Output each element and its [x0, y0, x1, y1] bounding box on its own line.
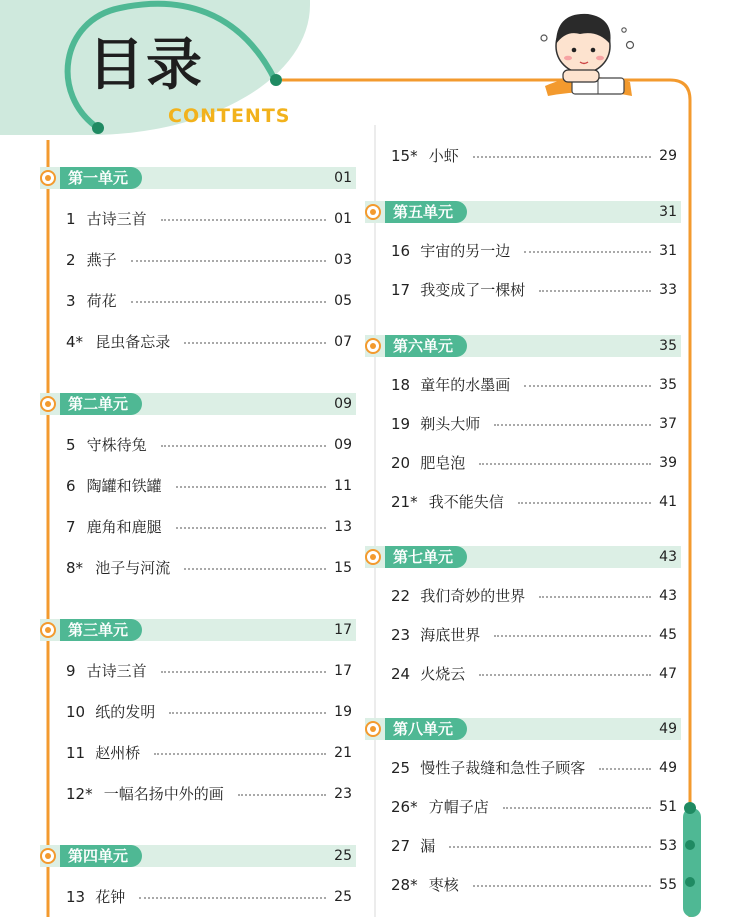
lesson-entry[interactable] — [40, 516, 356, 538]
lesson-title: 守株待兔 — [86, 436, 147, 454]
unit-name: 第六单元 — [385, 335, 467, 357]
bullet-icon — [40, 396, 56, 412]
unit-page-number: 01 — [334, 170, 352, 186]
unit-name: 第三单元 — [60, 619, 142, 641]
leader-dots — [524, 385, 651, 387]
lesson-title: 纸的发明 — [95, 703, 156, 721]
lesson-page-number: 33 — [659, 282, 677, 298]
lesson-title: 方帽子店 — [428, 798, 489, 816]
lesson-page-number: 31 — [659, 243, 677, 259]
bullet-icon — [40, 622, 56, 638]
page-subtitle: CONTENTS — [168, 105, 291, 127]
unit-name: 第七单元 — [385, 546, 467, 568]
leader-dots — [539, 596, 651, 598]
boy-mascot-icon — [541, 14, 634, 96]
lesson-number: 20 — [391, 454, 411, 472]
lesson-number: 25 — [391, 759, 411, 777]
lesson-entry[interactable] — [40, 701, 356, 723]
lesson-entry[interactable] — [40, 783, 356, 805]
lesson-entry[interactable] — [365, 279, 681, 301]
unit-page-number: 09 — [334, 396, 352, 412]
unit-name: 第四单元 — [60, 845, 142, 867]
leader-dots — [161, 445, 326, 447]
leader-dots — [503, 807, 651, 809]
unit-name: 第一单元 — [60, 167, 142, 189]
lesson-number: 23 — [391, 626, 411, 644]
lesson-number: 4* — [66, 333, 84, 351]
lesson-number: 17 — [391, 281, 411, 299]
lesson-title: 陶罐和铁罐 — [86, 477, 162, 495]
lesson-entry[interactable] — [365, 585, 681, 607]
lesson-number: 16 — [391, 242, 411, 260]
unit-header[interactable] — [40, 393, 356, 415]
lesson-number: 18 — [391, 376, 411, 394]
unit-header[interactable] — [40, 167, 356, 189]
lesson-page-number: 15 — [334, 560, 352, 576]
lesson-entry[interactable] — [40, 208, 356, 230]
lesson-number: 7 — [66, 518, 76, 536]
unit-name: 第五单元 — [385, 201, 467, 223]
lesson-number: 8* — [66, 559, 84, 577]
lesson-entry[interactable] — [365, 240, 681, 262]
bullet-icon — [40, 848, 56, 864]
lesson-entry[interactable] — [365, 374, 681, 396]
lesson-entry[interactable] — [365, 491, 681, 513]
lesson-page-number: 05 — [334, 293, 352, 309]
lesson-title: 小虾 — [428, 147, 459, 165]
lesson-title: 古诗三首 — [86, 210, 147, 228]
lesson-number: 22 — [391, 587, 411, 605]
lesson-title: 我变成了一棵树 — [420, 281, 526, 299]
lesson-page-number: 13 — [334, 519, 352, 535]
leader-dots — [539, 290, 651, 292]
lesson-page-number: 21 — [334, 745, 352, 761]
lesson-number: 27 — [391, 837, 411, 855]
lesson-title: 宇宙的另一边 — [420, 242, 511, 260]
lesson-title: 燕子 — [86, 251, 117, 269]
unit-header[interactable] — [365, 335, 681, 357]
lesson-number: 24 — [391, 665, 411, 683]
unit-page-number: 31 — [659, 204, 677, 220]
lesson-number: 26* — [391, 798, 418, 816]
bullet-icon — [365, 721, 381, 737]
leader-dots — [524, 251, 651, 253]
lesson-entry[interactable] — [365, 835, 681, 857]
lesson-entry[interactable] — [40, 331, 356, 353]
leader-dots — [238, 794, 326, 796]
lesson-number: 3 — [66, 292, 76, 310]
lesson-page-number: 41 — [659, 494, 677, 510]
lesson-number: 28* — [391, 876, 418, 894]
lesson-number: 9 — [66, 662, 76, 680]
leader-dots — [176, 527, 326, 529]
lesson-title: 昆虫备忘录 — [95, 333, 171, 351]
lesson-title: 池子与河流 — [95, 559, 171, 577]
lesson-number: 2 — [66, 251, 76, 269]
leader-dots — [184, 568, 326, 570]
lesson-number: 6 — [66, 477, 76, 495]
leader-dots — [479, 463, 651, 465]
bullet-icon — [365, 338, 381, 354]
lesson-number: 19 — [391, 415, 411, 433]
lesson-entry[interactable] — [365, 874, 681, 896]
lesson-title: 鹿角和鹿腿 — [86, 518, 162, 536]
lesson-page-number: 55 — [659, 877, 677, 893]
leader-dots — [494, 635, 651, 637]
lesson-page-number: 37 — [659, 416, 677, 432]
lesson-entry[interactable] — [365, 663, 681, 685]
lesson-number: 13 — [66, 888, 86, 906]
unit-header[interactable] — [365, 718, 681, 740]
lesson-entry[interactable] — [40, 886, 356, 908]
lesson-number: 12* — [66, 785, 93, 803]
lesson-title: 海底世界 — [420, 626, 481, 644]
lesson-title: 漏 — [420, 837, 436, 855]
lesson-title: 童年的水墨画 — [420, 376, 511, 394]
lesson-entry[interactable] — [40, 290, 356, 312]
leader-dots — [139, 897, 326, 899]
lesson-page-number: 45 — [659, 627, 677, 643]
lesson-entry[interactable] — [40, 434, 356, 456]
lesson-title: 一幅名扬中外的画 — [103, 785, 224, 803]
lesson-page-number: 17 — [334, 663, 352, 679]
lesson-entry[interactable] — [40, 557, 356, 579]
lesson-entry[interactable] — [365, 624, 681, 646]
lesson-page-number: 11 — [334, 478, 352, 494]
unit-page-number: 35 — [659, 338, 677, 354]
lesson-entry[interactable] — [365, 145, 681, 167]
leader-dots — [473, 156, 651, 158]
lesson-title: 我不能失信 — [428, 493, 504, 511]
unit-header[interactable] — [365, 546, 681, 568]
unit-name: 第二单元 — [60, 393, 142, 415]
leader-dots — [184, 342, 326, 344]
lesson-title: 花钟 — [95, 888, 126, 906]
unit-header[interactable] — [40, 845, 356, 867]
lesson-title: 荷花 — [86, 292, 117, 310]
unit-page-number: 49 — [659, 721, 677, 737]
lesson-page-number: 43 — [659, 588, 677, 604]
lesson-number: 1 — [66, 210, 76, 228]
lesson-page-number: 51 — [659, 799, 677, 815]
lesson-title: 古诗三首 — [86, 662, 147, 680]
unit-name: 第八单元 — [385, 718, 467, 740]
unit-page-number: 43 — [659, 549, 677, 565]
lesson-entry[interactable] — [365, 413, 681, 435]
lesson-entry[interactable] — [40, 742, 356, 764]
lesson-page-number: 07 — [334, 334, 352, 350]
lesson-page-number: 53 — [659, 838, 677, 854]
leader-dots — [176, 486, 326, 488]
lesson-page-number: 39 — [659, 455, 677, 471]
leader-dots — [518, 502, 651, 504]
leader-dots — [131, 301, 326, 303]
lesson-entry[interactable] — [365, 757, 681, 779]
lesson-page-number: 19 — [334, 704, 352, 720]
bullet-icon — [365, 204, 381, 220]
leader-dots — [131, 260, 326, 262]
lesson-page-number: 09 — [334, 437, 352, 453]
lesson-number: 11 — [66, 744, 86, 762]
lesson-page-number: 01 — [334, 211, 352, 227]
lesson-page-number: 49 — [659, 760, 677, 776]
leader-dots — [494, 424, 651, 426]
lesson-page-number: 29 — [659, 148, 677, 164]
unit-page-number: 25 — [334, 848, 352, 864]
lesson-title: 枣核 — [428, 876, 459, 894]
lesson-page-number: 03 — [334, 252, 352, 268]
lesson-page-number: 23 — [334, 786, 352, 802]
leader-dots — [161, 219, 326, 221]
leader-dots — [473, 885, 651, 887]
lesson-title: 剃头大师 — [420, 415, 481, 433]
leader-dots — [169, 712, 326, 714]
leader-dots — [479, 674, 651, 676]
lesson-entry[interactable] — [40, 249, 356, 271]
lesson-page-number: 47 — [659, 666, 677, 682]
lesson-title: 赵州桥 — [95, 744, 141, 762]
leader-dots — [449, 846, 651, 848]
lesson-page-number: 35 — [659, 377, 677, 393]
bullet-icon — [365, 549, 381, 565]
lesson-title: 我们奇妙的世界 — [420, 587, 526, 605]
unit-page-number: 17 — [334, 622, 352, 638]
page-title: 目录 — [88, 33, 204, 98]
lesson-number: 10 — [66, 703, 86, 721]
leader-dots — [154, 753, 326, 755]
lesson-title: 肥皂泡 — [420, 454, 466, 472]
lesson-entry[interactable] — [365, 452, 681, 474]
lesson-entry[interactable] — [365, 796, 681, 818]
unit-header[interactable] — [40, 619, 356, 641]
lesson-entry[interactable] — [40, 660, 356, 682]
lesson-entry[interactable] — [40, 475, 356, 497]
lesson-number: 21* — [391, 493, 418, 511]
lesson-title: 火烧云 — [420, 665, 466, 683]
lesson-title: 慢性子裁缝和急性子顾客 — [420, 759, 586, 777]
leader-dots — [161, 671, 326, 673]
lesson-number: 5 — [66, 436, 76, 454]
lesson-number: 15* — [391, 147, 418, 165]
bullet-icon — [40, 170, 56, 186]
leader-dots — [599, 768, 651, 770]
unit-header[interactable] — [365, 201, 681, 223]
lesson-page-number: 25 — [334, 889, 352, 905]
